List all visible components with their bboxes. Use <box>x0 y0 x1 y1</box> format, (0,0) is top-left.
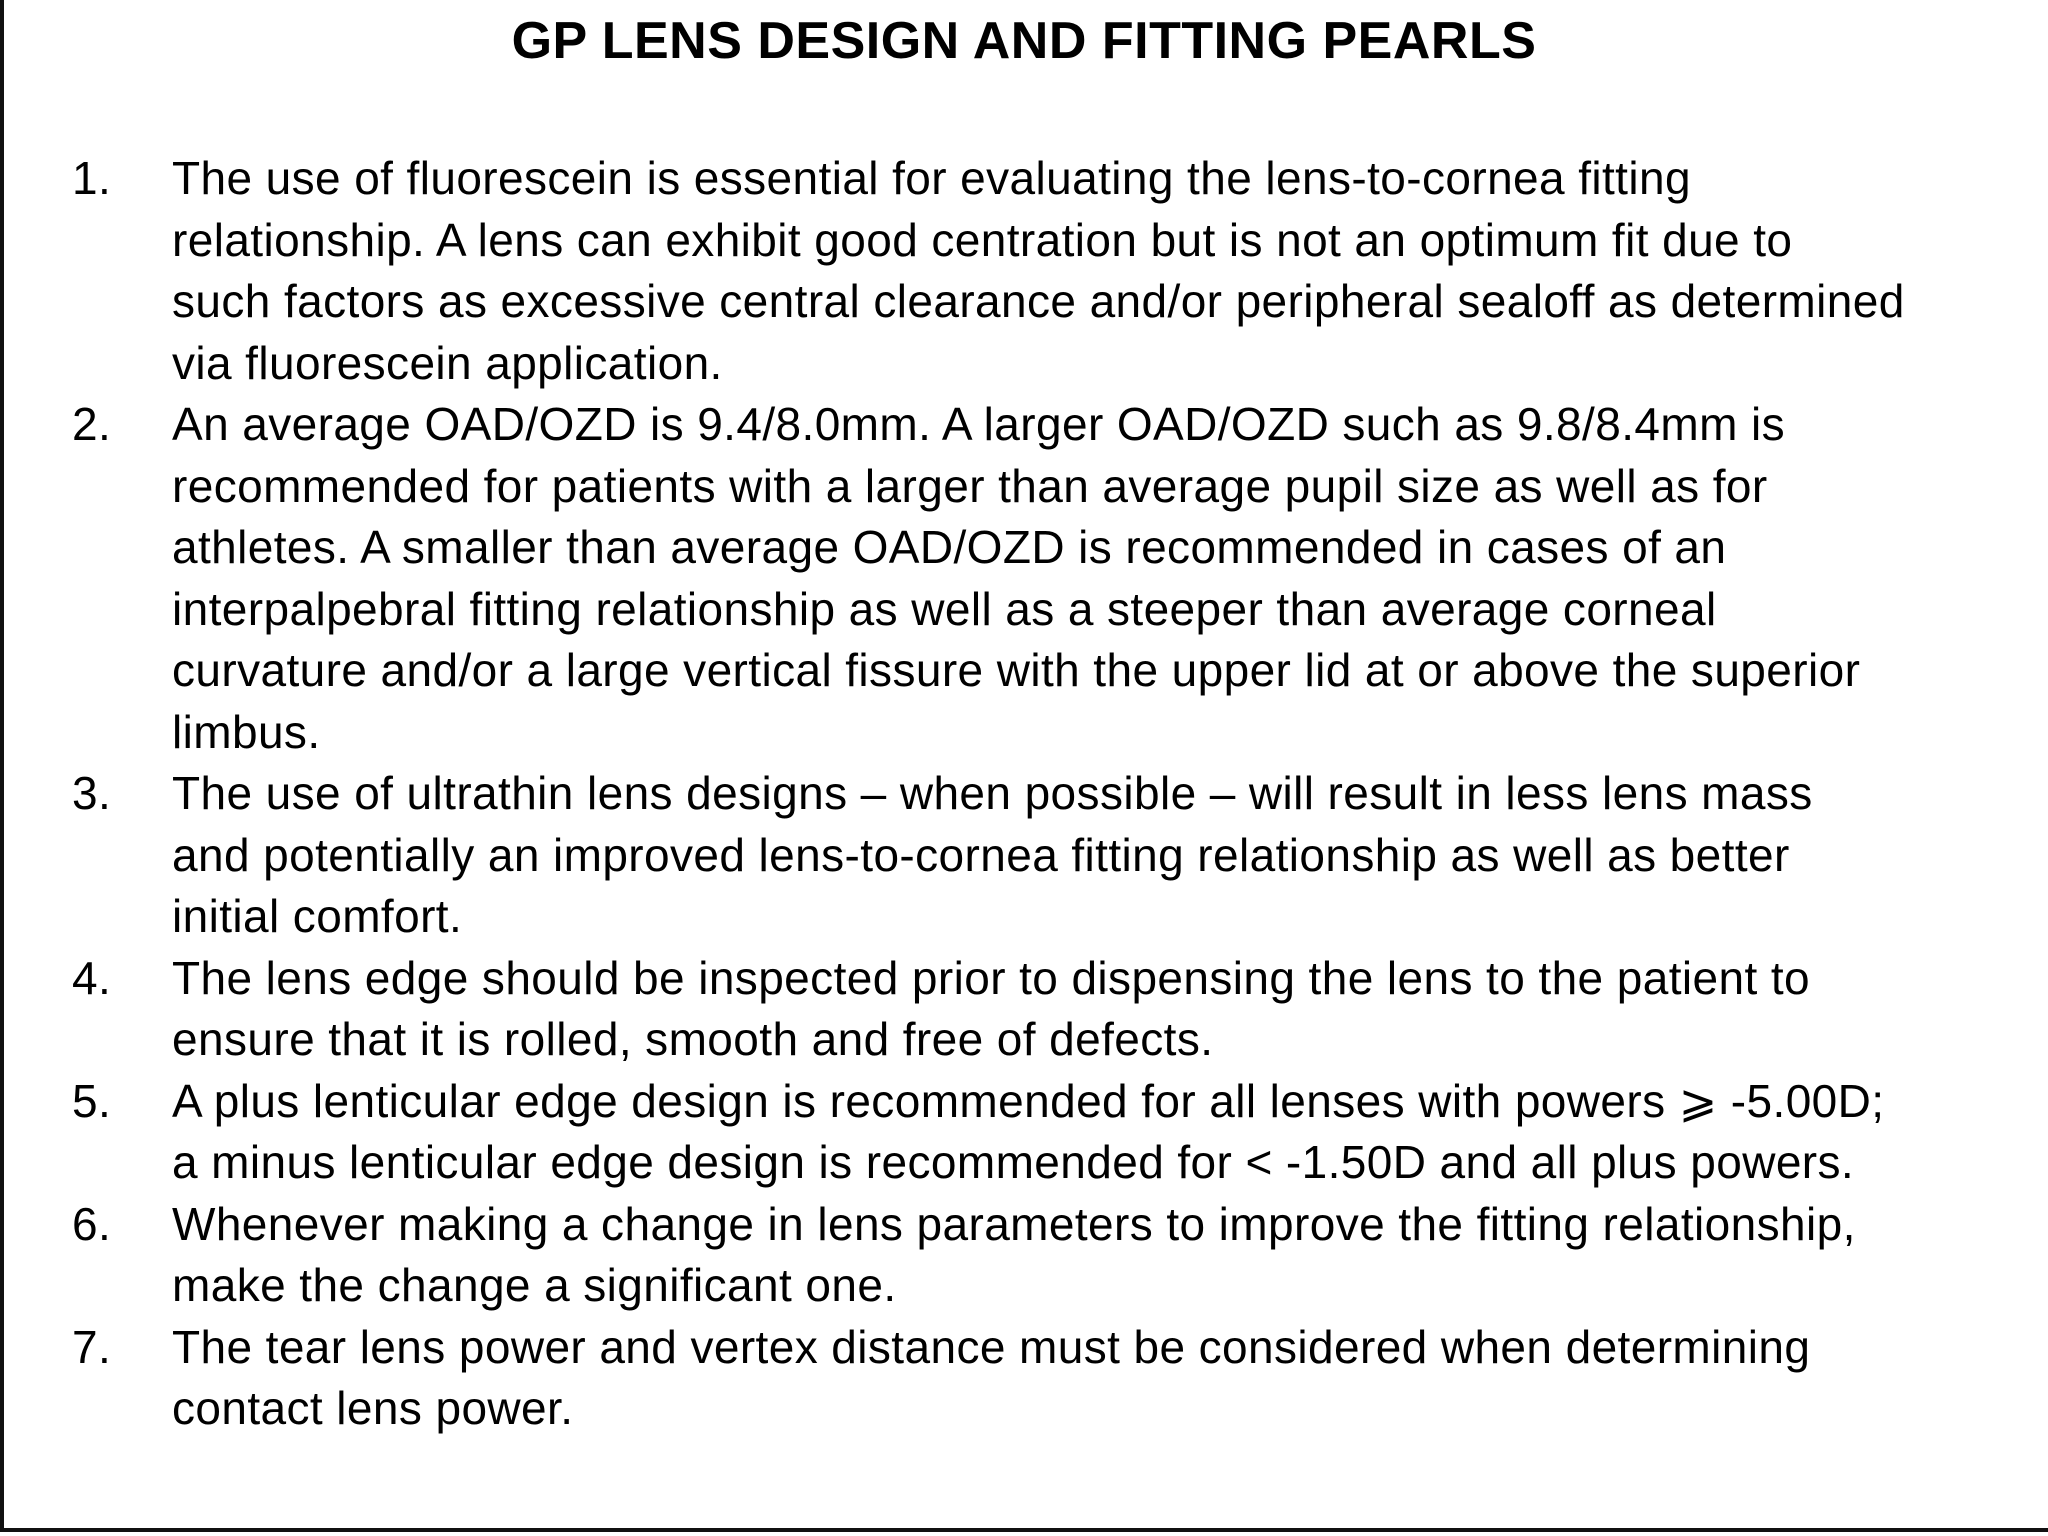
pearl-item-4 <box>72 948 2047 1071</box>
pearl-text-line: and potentially an improved lens-to-cornea fitting relationship as well as better <box>172 828 1790 881</box>
pearl-text-line: athletes. A smaller than average OAD/OZD is recommended in cases of an <box>172 521 1727 573</box>
pearl-text-line: interpalpebral fitting relationship as well as a steeper than average corneal <box>172 582 1717 635</box>
pearl-item-1 <box>72 148 2047 394</box>
pearl-item-3 <box>72 763 2047 948</box>
pearl-number: 6. <box>72 1197 112 1250</box>
page-title: GP LENS DESIGN AND FITTING PEARLS <box>511 12 1537 70</box>
pearl-number: 5. <box>72 1074 112 1127</box>
pearl-text-line: The use of ultrathin lens designs – when possible – will result in less lens mass <box>172 767 1813 819</box>
pearl-text-line: such factors as excessive central clearance and/or peripheral sealoff as determined <box>172 275 1905 327</box>
pearls-list <box>72 148 2047 1440</box>
pearl-text-line: The use of fluorescein is essential for evaluating the lens-to-cornea fitting <box>172 152 1691 204</box>
pearl-number: 2. <box>72 398 112 450</box>
pearl-text-line: The tear lens power and vertex distance must be considered when determining <box>172 1320 1811 1373</box>
pearl-item-2 <box>72 394 2047 763</box>
pearl-item-7 <box>72 1317 2047 1440</box>
pearl-text-line: initial comfort. <box>172 890 463 942</box>
pearl-text-line: recommended for patients with a larger than average pupil size as well as for <box>172 459 1768 512</box>
pearl-number: 7. <box>72 1320 112 1373</box>
pearl-text-line: limbus. <box>172 705 321 758</box>
pearl-text-line: contact lens power. <box>172 1382 574 1434</box>
pearl-number: 4. <box>72 951 112 1004</box>
pearl-text-line: ensure that it is rolled, smooth and free of defects. <box>172 1013 1214 1065</box>
pearl-text-line: curvature and/or a large vertical fissure with the upper lid at or above the superior <box>172 644 1861 696</box>
pearl-number: 3. <box>72 767 112 819</box>
pearl-text-line: relationship. A lens can exhibit good centration but is not an optimum fit due to <box>172 213 1793 266</box>
pearl-text-line: via fluorescein application. <box>172 336 723 389</box>
pearl-number: 1. <box>72 152 112 204</box>
pearl-text-line: make the change a significant one. <box>172 1259 897 1311</box>
pearl-text-line: A plus lenticular edge design is recommended for all lenses with powers ⩾ -5.00D; <box>172 1074 1885 1127</box>
pearl-text-line: a minus lenticular edge design is recommended for < -1.50D and all plus powers. <box>172 1136 1855 1188</box>
pearl-item-5 <box>72 1071 2047 1194</box>
pearl-text-line: Whenever making a change in lens parameters to improve the fitting relationship, <box>172 1197 1856 1250</box>
pearl-text-line: The lens edge should be inspected prior to dispensing the lens to the patient to <box>172 951 1810 1004</box>
pearl-item-6 <box>72 1194 2047 1317</box>
pearl-text-line: An average OAD/OZD is 9.4/8.0mm. A larger OAD/OZD such as 9.8/8.4mm is <box>172 398 1786 450</box>
